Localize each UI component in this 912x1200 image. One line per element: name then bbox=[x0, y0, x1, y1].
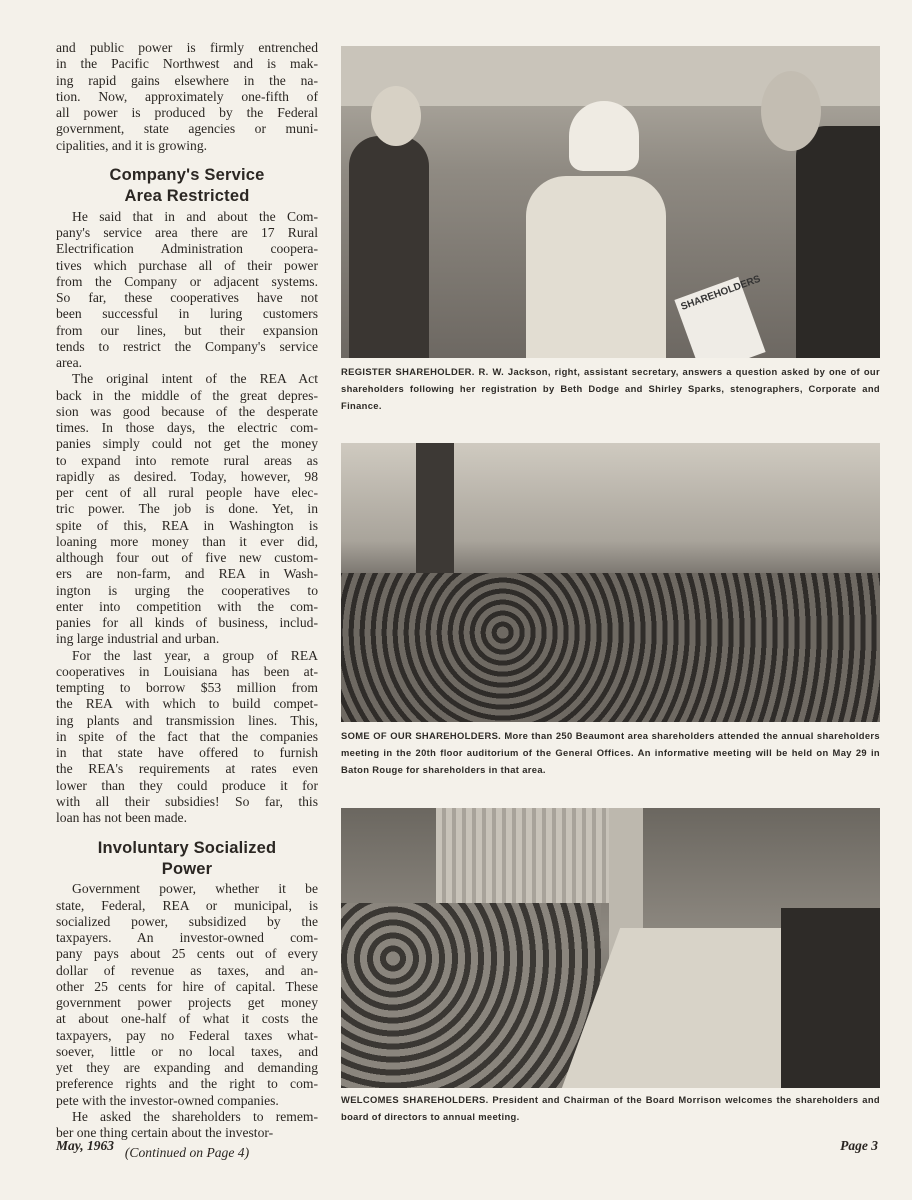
text-line: from the Company or adjacent systems. bbox=[56, 273, 318, 289]
photo-caption: REGISTER SHAREHOLDER. R. W. Jackson, right, assistant secretary, answers a question asked by one of our shareholders following her registration by Beth Dodge and Shirley Sparks, stenographers, Corporate and Finance. bbox=[341, 366, 880, 411]
paragraph bbox=[56, 881, 318, 1109]
paragraph bbox=[56, 1109, 318, 1142]
text-line: loaning more money than it ever did, bbox=[56, 533, 318, 549]
footer-date: May, 1963 bbox=[56, 1138, 114, 1153]
text-line: ber one thing certain about the investor- bbox=[56, 1125, 274, 1140]
text-line: ington is urging the cooperatives to bbox=[56, 582, 318, 598]
section-heading bbox=[56, 165, 318, 207]
text-line: from our lines, but their expansion bbox=[56, 322, 318, 338]
text-line: and public power is firmly entrenched bbox=[56, 40, 318, 55]
paragraph bbox=[56, 209, 318, 372]
text-line: all power is produced by the Federal bbox=[56, 105, 318, 120]
text-line: socialized power, subsidized by the bbox=[56, 913, 318, 929]
text-line: preference rights and the right to com- bbox=[56, 1076, 318, 1092]
paragraph bbox=[56, 371, 318, 647]
text-line: the REA with which to build compet- bbox=[56, 696, 318, 712]
heading-line: Power bbox=[161, 860, 213, 879]
text-line: cipalities, and it is growing. bbox=[56, 137, 208, 153]
text-line: dollar of revenue as taxes, and an- bbox=[56, 962, 318, 978]
text-line: tends to restrict the Company's service bbox=[56, 338, 318, 354]
text-line: rapidly as desired. Today, however, 98 bbox=[56, 468, 318, 484]
continued-note: (Continued on Page 4) bbox=[124, 1145, 250, 1161]
text-line: per cent of all rural people have elec- bbox=[56, 485, 318, 500]
text-line: taxpayers. An investor-owned com- bbox=[56, 930, 318, 945]
text-line: ing large industrial and urban. bbox=[56, 631, 220, 647]
text-line: yet they are expanding and demanding bbox=[56, 1060, 318, 1075]
text-line: ing rapid gains elsewhere in the na- bbox=[56, 72, 318, 88]
text-line: other 25 cents for hire of capital. These bbox=[56, 978, 318, 994]
heading-line: Company's Service bbox=[109, 165, 265, 184]
paragraph bbox=[56, 40, 318, 154]
text-line: government power projects get money bbox=[56, 995, 318, 1010]
text-line: to expand into remote rural areas as bbox=[56, 452, 318, 468]
text-line: taxpayers, pay no Federal taxes what- bbox=[56, 1027, 318, 1043]
text-line: area. bbox=[56, 355, 83, 370]
text-line: spite of this, REA in Washington is bbox=[56, 517, 318, 533]
heading-line: Involuntary Socialized bbox=[97, 839, 277, 858]
text-line: He asked the shareholders to remem- bbox=[72, 1108, 318, 1124]
text-line: panies for all kinds of business, includ- bbox=[56, 615, 318, 630]
text-line: been successful in luring customers bbox=[56, 306, 318, 322]
text-line: back in the middle of the great depres- bbox=[56, 387, 318, 403]
text-line: times. In those days, the electric com- bbox=[56, 420, 318, 435]
article-column bbox=[56, 40, 318, 1162]
text-line: So far, these cooperatives have not bbox=[56, 290, 318, 305]
text-line: tion. Now, approximately one-fifth of bbox=[56, 88, 318, 104]
photo-caption: WELCOMES SHAREHOLDERS. President and Chairman of the Board Morrison welcomes the shareholders and board of directors to annual meeting. bbox=[341, 1094, 880, 1122]
text-line: pany's service area there are 17 Rural bbox=[56, 225, 318, 240]
text-line: in spite of the fact that the companies bbox=[56, 728, 318, 744]
text-line: soever, little or no local taxes, and bbox=[56, 1043, 318, 1059]
text-line: Electrification Administration coopera- bbox=[56, 241, 318, 257]
paragraph bbox=[56, 648, 318, 827]
text-line: state, Federal, REA or municipal, is bbox=[56, 897, 318, 913]
text-line: at about one-half of what it costs the bbox=[56, 1011, 318, 1027]
heading-line: Area Restricted bbox=[124, 186, 250, 205]
text-line: He said that in and about the Com- bbox=[72, 208, 318, 224]
text-line: cooperatives in Louisiana has been at- bbox=[56, 663, 318, 679]
photo-caption: SOME OF OUR SHAREHOLDERS. More than 250 Beaumont area shareholders attended the annual shareholders meeting in the 20th floor auditorium of the General Offices. An informative meeting will be held on May 29 in Baton Rouge for shareholders in that area. bbox=[341, 730, 880, 775]
text-line: Government power, whether it be bbox=[72, 881, 318, 897]
text-line: lower than they could produce it for bbox=[56, 777, 318, 793]
photo-auditorium-audience bbox=[341, 443, 880, 722]
text-line: in that state have offered to furnish bbox=[56, 745, 318, 760]
text-line: tives which purchase all of their power bbox=[56, 257, 318, 273]
text-line: The original intent of the REA Act bbox=[72, 371, 318, 387]
text-line: although four out of five new custom- bbox=[56, 550, 318, 565]
shareholders-sign: SHAREHOLDERS bbox=[674, 277, 765, 358]
text-line: in the Pacific Northwest and is mak- bbox=[56, 56, 318, 72]
text-line: loan has not been made. bbox=[56, 810, 187, 825]
text-line: government, state agencies or muni- bbox=[56, 121, 318, 137]
text-line: enter into competition with the com- bbox=[56, 598, 318, 614]
text-line: tempting to borrow $53 million from bbox=[56, 680, 318, 695]
text-line: tric power. The job is done. Yet, in bbox=[56, 501, 318, 517]
text-line: panies simply could not get the money bbox=[56, 436, 318, 452]
text-line: with all their subsidies! So far, this bbox=[56, 793, 318, 809]
footer-page-number: Page 3 bbox=[840, 1138, 878, 1153]
text-line: pete with the investor-owned companies. bbox=[56, 1092, 279, 1108]
photo-welcomes-shareholders bbox=[341, 808, 880, 1088]
section-heading bbox=[56, 838, 318, 880]
text-line: ing plants and transmission lines. This, bbox=[56, 712, 318, 728]
text-line: For the last year, a group of REA bbox=[72, 647, 318, 663]
text-line: sion was good because of the desperate bbox=[56, 403, 318, 419]
text-line: pany pays about 25 cents out of every bbox=[56, 946, 318, 962]
text-line: the REA's requirements at rates even bbox=[56, 761, 318, 777]
text-line: ers are non-farm, and REA in Wash- bbox=[56, 566, 318, 582]
photo-register-shareholder bbox=[341, 46, 880, 358]
